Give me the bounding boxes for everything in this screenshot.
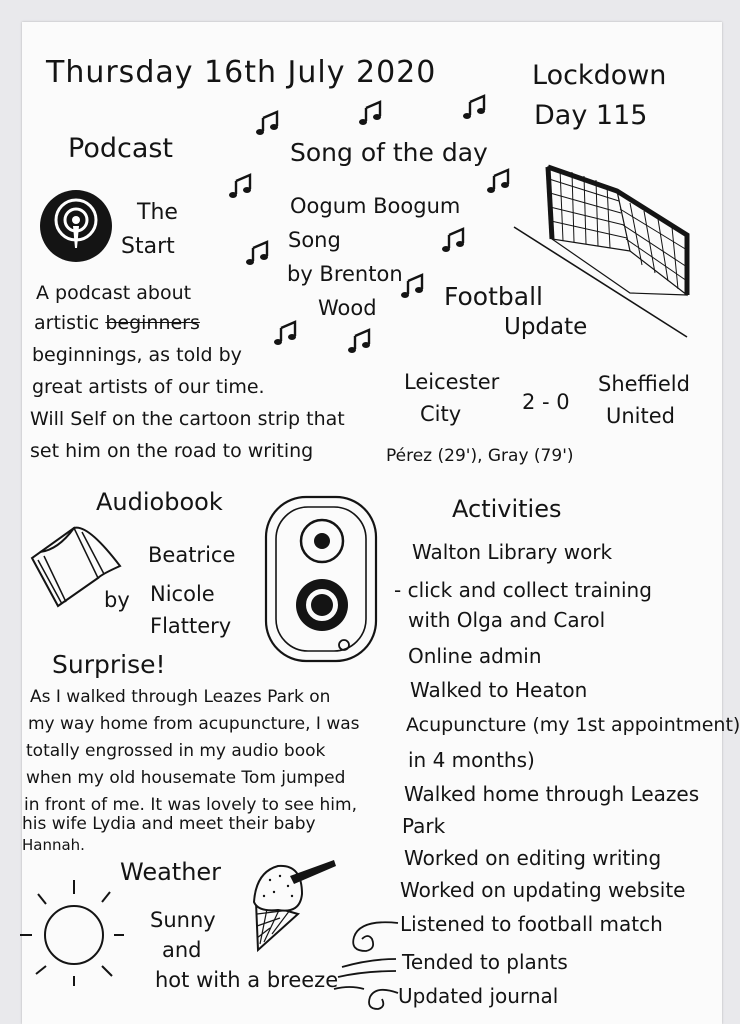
- podcast-desc-line5: Will Self on the cartoon strip that: [30, 408, 345, 430]
- music-note-icon: [274, 322, 296, 345]
- football-heading-line2: Update: [504, 314, 588, 340]
- activities-heading: Activities: [452, 495, 562, 523]
- lockdown-label: Lockdown: [532, 60, 667, 91]
- music-note-icon: [401, 275, 423, 298]
- activity-item: Updated journal: [398, 984, 559, 1008]
- music-note-icon: [246, 242, 268, 265]
- lockdown-day: Day 115: [534, 100, 648, 131]
- activity-item: Worked on updating website: [400, 878, 686, 902]
- activity-item: - click and collect training: [394, 578, 652, 602]
- match-score: 2 - 0: [522, 390, 570, 414]
- podcast-desc-word: artistic: [34, 312, 100, 334]
- activity-item: Walked home through Leazes: [404, 782, 700, 806]
- song-title-line1: Oogum Boogum: [290, 194, 461, 218]
- podcast-title-line2: Start: [121, 234, 175, 259]
- music-note-icon: [442, 229, 464, 252]
- weather-line1: Sunny: [150, 908, 216, 932]
- surprise-line: my way home from acupuncture, I was: [28, 714, 360, 734]
- activity-item: Park: [402, 814, 446, 838]
- song-artist-line2: Wood: [318, 296, 377, 320]
- activity-item: Worked on editing writing: [404, 846, 662, 870]
- football-heading-line1: Football: [444, 282, 543, 311]
- surprise-line: totally engrossed in my audio book: [26, 741, 326, 761]
- football-goal-icon: [512, 155, 692, 340]
- away-team-line1: Sheffield: [598, 372, 690, 396]
- podcast-desc-line1: A podcast about: [36, 282, 192, 304]
- surprise-line: when my old housemate Tom jumped: [26, 768, 346, 788]
- song-title-line2: Song: [288, 228, 341, 252]
- podcast-desc-struck: beginners: [105, 312, 200, 334]
- weather-line3: hot with a breeze: [155, 968, 339, 992]
- music-note-icon: [256, 112, 278, 135]
- music-note-icon: [359, 102, 381, 125]
- page-date: Thursday 16th July 2020: [46, 55, 437, 90]
- weather-heading: Weather: [120, 858, 222, 886]
- activity-item: Online admin: [408, 644, 542, 668]
- goal-scorers: Pérez (29'), Gray (79'): [386, 446, 574, 466]
- audiobook-by: by: [104, 588, 130, 612]
- activity-item: Tended to plants: [402, 950, 568, 974]
- activity-item: Walked to Heaton: [410, 678, 588, 702]
- audiobook-author-line1: Nicole: [150, 582, 215, 606]
- music-note-icon: [348, 330, 370, 353]
- ice-cream-icon: [250, 852, 340, 952]
- podcast-desc-line3: beginnings, as told by: [32, 344, 242, 366]
- away-team-line2: United: [606, 404, 675, 428]
- audiobook-title: Beatrice: [148, 543, 236, 567]
- surprise-line: As I walked through Leazes Park on: [30, 687, 331, 707]
- song-artist-line1: by Brenton: [287, 262, 403, 286]
- surprise-line: in front of me. It was lovely to see him,: [24, 795, 357, 815]
- wind-icon: [330, 915, 402, 1015]
- audiobook-heading: Audiobook: [96, 488, 223, 516]
- podcast-desc-line4: great artists of our time.: [32, 376, 265, 398]
- music-note-icon: [463, 96, 485, 119]
- music-note-icon: [229, 175, 251, 198]
- activity-item: Acupuncture (my 1st appointment): [406, 714, 740, 736]
- song-heading: Song of the day: [290, 138, 488, 167]
- weather-line2: and: [162, 938, 202, 962]
- activity-item: with Olga and Carol: [408, 608, 606, 632]
- activity-item: Walton Library work: [412, 540, 613, 564]
- activity-item: Listened to football match: [400, 912, 663, 936]
- surprise-line: his wife Lydia and meet their baby: [22, 814, 316, 834]
- audiobook-author-line2: Flattery: [150, 614, 232, 638]
- activity-item: in 4 months): [408, 748, 535, 772]
- home-team-line2: City: [420, 402, 462, 426]
- speaker-icon: [262, 493, 380, 665]
- podcast-title-line1: The: [137, 200, 178, 225]
- sun-icon: [18, 878, 128, 988]
- music-note-icon: [487, 170, 509, 193]
- surprise-heading: Surprise!: [52, 650, 166, 679]
- home-team-line1: Leicester: [404, 370, 500, 394]
- podcast-desc-line6: set him on the road to writing: [30, 440, 314, 462]
- podcast-heading: Podcast: [68, 133, 174, 164]
- surprise-line: Hannah.: [22, 836, 85, 854]
